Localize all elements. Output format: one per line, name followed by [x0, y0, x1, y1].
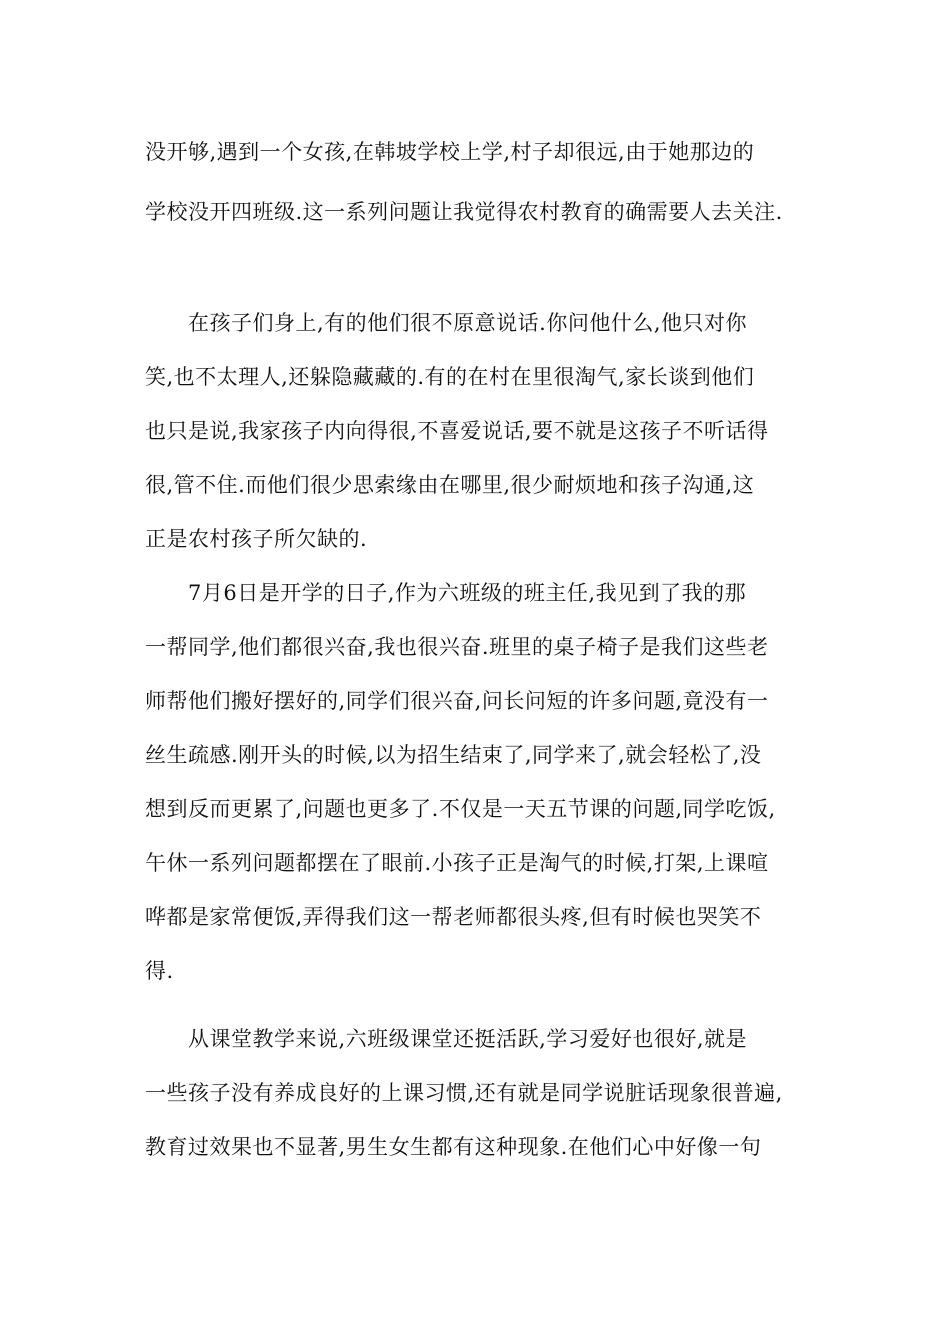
text-line: 得.	[145, 959, 174, 983]
text-line: 很,管不住.而他们很少思索缘由在哪里,很少耐烦地和孩子沟通,这	[145, 473, 755, 497]
text-line: 在孩子们身上,有的他们很不原意说话.你问他什么,他只对你	[188, 311, 748, 335]
text-line: 也只是说,我家孩子内向得很,不喜爱说话,要不就是这孩子不听话得	[145, 419, 769, 443]
text-line: 一些孩子没有养成良好的上课习惯,还有就是同学说脏话现象很普遍,	[145, 1081, 783, 1105]
text-line: 午休一系列问题都摆在了眼前.小孩子正是淘气的时候,打架,上课喧	[145, 851, 769, 875]
text-line: 哗都是家常便饭,弄得我们这一帮老师都很头疼,但有时候也哭笑不	[145, 905, 762, 929]
text-line: 丝生疏感.刚开头的时候,以为招生结束了,同学来了,就会轻松了,没	[145, 743, 762, 767]
text-line: 想到反而更累了,问题也更多了.不仅是一天五节课的问题,同学吃饭,	[145, 797, 776, 821]
text-line: 笑,也不太理人,还躲隐藏藏的.有的在村在里很淘气,家长谈到他们	[145, 365, 755, 389]
text-line: 学校没开四班级.这一系列问题让我觉得农村教育的确需要人去关注.	[145, 200, 783, 224]
text-line: 一帮同学,他们都很兴奋,我也很兴奋.班里的桌子椅子是我们这些老	[145, 635, 769, 659]
text-line: 正是农村孩子所欠缺的.	[145, 527, 368, 551]
text-line: 教育过效果也不显著,男生女生都有这种现象.在他们心中好像一句	[145, 1135, 762, 1159]
text-line: 没开够,遇到一个女孩,在韩坡学校上学,村子却很远,由于她那边的	[145, 140, 755, 164]
text-line: 从课堂教学来说,六班级课堂还挺活跃,学习爱好也很好,就是	[188, 1027, 748, 1051]
text-line: 7月6日是开学的日子,作为六班级的班主任,我见到了我的那	[188, 581, 747, 605]
text-line: 师帮他们搬好摆好的,同学们很兴奋,问长问短的许多问题,竟没有一	[145, 689, 769, 713]
